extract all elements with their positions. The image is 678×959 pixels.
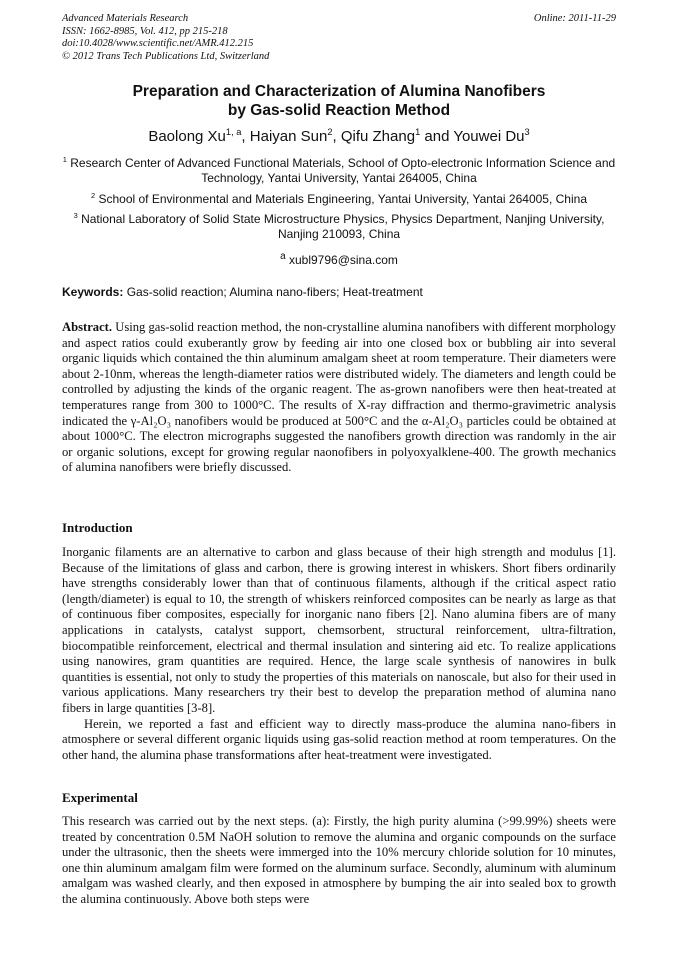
- email-address[interactable]: xubl9796@sina.com: [288, 253, 398, 267]
- introduction-body: [62, 545, 616, 763]
- experimental-heading: Experimental: [62, 790, 138, 805]
- copyright-line: © 2012 Trans Tech Publications Ltd, Switzerland: [62, 50, 270, 62]
- abstract-text: Using gas-solid reaction method, the non-crystalline alumina nanofibers with different morphology and aspect ratios could exuberantly grow by feeding air into one closed box or bubbling air into several organic liquids which contained the thin aluminum amalgam sheet at room temperature. Their diameters were about 2-10nm, whereas the length-diameter ratios were distributed widely. The diameters and length could be controlled by adjusting the kinds of the organic reagent. The as-grown nanofibers were then heat-treated at temperatures range from 300 to 1000°C. The results of X-ray diffraction and thermo-gravimetric analysis indicated the γ-Al₂O₃ nanofibers would be produced at 500°C and the α-Al₂O₃ particles could be obtained at about 1000°C. The electron micrographs suggested the nanofibers growth direction was randomly in the air or organic solutions, except for growing regular naonofibers in polyoxyalklene-400. The growth mechanics of alumina nanofibers were briefly discussed.: [62, 320, 616, 475]
- doi-line: doi:10.4028/www.scientific.net/AMR.412.215: [62, 38, 254, 49]
- author-name: Baolong Xu: [148, 128, 226, 145]
- affiliation-text: National Laboratory of Solid State Microstructure Physics, Physics Department, Nanjing University, Nanjing 210093, China: [81, 212, 605, 241]
- author-name: Qifu Zhang: [340, 128, 416, 145]
- journal-name: Advanced Materials Research: [62, 13, 189, 24]
- keywords-text: Gas-solid reaction; Alumina nano-fibers; Heat-treatment: [126, 285, 423, 299]
- affiliation-mark: 2: [91, 191, 96, 200]
- author-list: [0, 128, 678, 146]
- author-and: and: [420, 128, 454, 145]
- title-line-2: by Gas-solid Reaction Method: [227, 102, 451, 119]
- author-affil-mark: 1: [415, 127, 421, 137]
- affiliation-text: School of Environmental and Materials Engineering, Yantai University, Yantai 264005, China: [98, 192, 587, 206]
- affiliation-mark: 1: [62, 155, 67, 164]
- author-affil-mark: 3: [524, 127, 530, 137]
- online-date: Online: 2011-11-29: [533, 13, 616, 24]
- author-name: Haiyan Sun: [249, 128, 328, 145]
- introduction-heading: Introduction: [62, 520, 133, 535]
- experimental-paragraph-1: This research was carried out by the next steps. (a): Firstly, the high purity alumina (>99.99%) sheets were treated by concentration 0.5M NaOH solution to remove the alumina and organic compounds on the surface under the ultrasonic, then the sheets were immerged into the 10% mercury chloride solution for 10 minutes, one thin aluminum amalgam film were formed on the aluminum surface. Secondly, aluminum with aluminum amalgam was washed clearly, and then exposed in atmosphere by bumping the air into sealed box to growth the alumina continuously. Above both steps were: [62, 814, 616, 906]
- experimental-body: [62, 814, 616, 908]
- author-affil-mark: 2: [327, 127, 333, 137]
- paper-title: [0, 82, 678, 120]
- author-name: Youwei Du: [453, 128, 525, 145]
- keywords: [62, 285, 616, 300]
- email-mark: a: [280, 251, 286, 262]
- introduction-paragraph-1: Inorganic filaments are an alternative to carbon and glass because of their high strength and modulus [1]. Because of the limitations of glass and carbon, there is growing interest in whiskers. Short fibers ordinarily have strengths considerably lower than that of continuous filaments, although if the critical aspect ratio (length/diameter) is equal to 10, the strength of whiskers reinforced composites can be nearly as large as that of continuous fiber composites, especially for inorganic nano fibers [2]. Nano alumina fibers are of many applications in catalysts, catalyst support, chemsorbent, structural reinforcement, ultra-filtration, biocompatible reinforcement, electrical and thermal insulation and sintering aid etc. To realize applications using nanowires, gram quantities are required. Hence, the large scale synthesis of nanowires in bulk quantities is essential, not only to study the properties of this materials on nanoscale, but also for their used in various applications. Many researchers try their best to develop the preparation method of alumina nano fibers in large quantities [3-8].: [62, 545, 616, 715]
- affiliation-2: [62, 192, 616, 207]
- author-separator: ,: [241, 128, 250, 145]
- introduction-paragraph-2: Herein, we reported a fast and efficient way to directly mass-produce the alumina nano-fibers in atmosphere or several different organic liquids using gas-solid reaction method at room temperatures. On the other hand, the alumina phase transformations after heat-treatment were investigated.: [62, 716, 616, 762]
- keywords-label: Keywords:: [62, 285, 124, 299]
- affiliation-1: [62, 156, 616, 186]
- issn-line: ISSN: 1662-8985, Vol. 412, pp 215-218: [62, 25, 228, 37]
- title-line-1: Preparation and Characterization of Alumina Nanofibers: [132, 83, 546, 100]
- author-affil-mark: 1, a: [225, 127, 242, 137]
- corresponding-email: [0, 249, 678, 268]
- author-separator: ,: [332, 128, 341, 145]
- affiliation-3: [62, 212, 616, 242]
- journal-header: [62, 13, 616, 63]
- affiliation-text: Research Center of Advanced Functional Materials, School of Opto-electronic Information Science and Technology, Yantai University, Yantai 264005, China: [70, 156, 616, 185]
- abstract: [62, 320, 616, 476]
- affiliation-mark: 3: [73, 211, 78, 220]
- abstract-label: Abstract.: [62, 320, 113, 334]
